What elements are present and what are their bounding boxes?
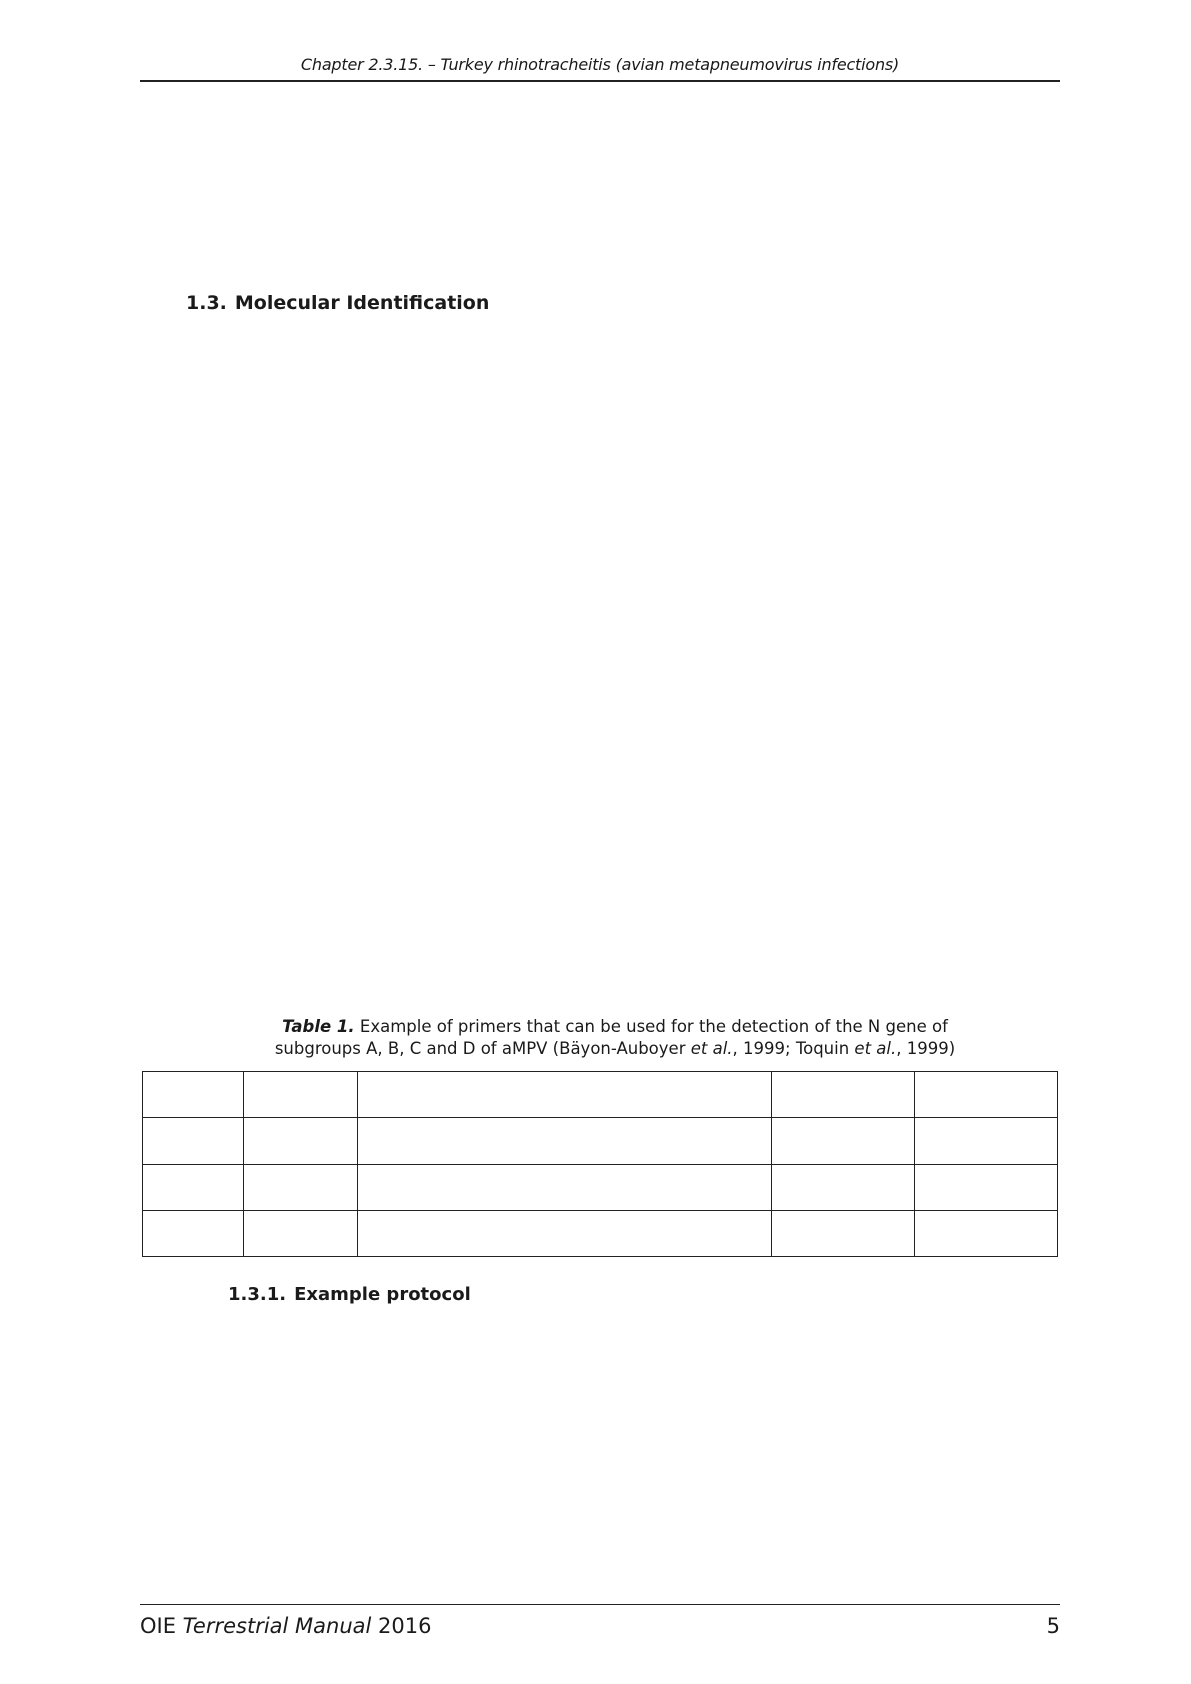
footer-publisher: OIE — [140, 1614, 183, 1638]
table-cell — [143, 1118, 244, 1164]
running-title-italic: avian metapneumovirus infections — [621, 55, 894, 74]
table-row — [143, 1210, 1058, 1256]
table-cell — [358, 1118, 772, 1164]
table-cell — [244, 1072, 358, 1118]
table-cell — [915, 1118, 1058, 1164]
subsection-title: Example protocol — [294, 1284, 471, 1305]
table-cell — [143, 1164, 244, 1210]
table-caption-label: Table 1. — [282, 1017, 355, 1036]
table-row — [143, 1072, 1058, 1118]
table-cell — [772, 1164, 915, 1210]
section-title: Molecular Identification — [234, 292, 490, 314]
footer-rule — [140, 1604, 1060, 1605]
table-cell — [358, 1072, 772, 1118]
table-cell — [143, 1210, 244, 1256]
running-title-suffix: ) — [893, 55, 900, 74]
subsection-heading — [228, 1284, 471, 1305]
table-cell — [244, 1210, 358, 1256]
table-caption-line2-a: subgroups A, B, C and D of aMPV (Bäyon-Auboyer — [274, 1039, 691, 1058]
footer-publication — [140, 1614, 431, 1638]
table-cell — [244, 1164, 358, 1210]
table-cell — [772, 1118, 915, 1164]
table-caption-line2-c: , 1999) — [896, 1039, 956, 1058]
section-heading — [186, 292, 489, 314]
table-row — [143, 1118, 1058, 1164]
table-caption-line2-b: , 1999; Toquin — [732, 1039, 855, 1058]
header-rule — [140, 80, 1060, 82]
table-caption-et-al-2: et al. — [854, 1039, 897, 1058]
table-cell — [915, 1072, 1058, 1118]
table-cell — [772, 1072, 915, 1118]
footer-year: 2016 — [371, 1614, 432, 1638]
table-row — [143, 1164, 1058, 1210]
table-cell — [244, 1118, 358, 1164]
subsection-number: 1.3.1. — [228, 1284, 287, 1305]
table-cell — [915, 1210, 1058, 1256]
table-cell — [772, 1210, 915, 1256]
table-caption-et-al-1: et al. — [690, 1039, 733, 1058]
running-header — [140, 55, 1060, 74]
table-cell — [358, 1164, 772, 1210]
table-cell — [915, 1164, 1058, 1210]
table-caption-line1: Example of primers that can be used for the detection of the N gene of — [354, 1017, 948, 1036]
table-caption — [220, 1016, 1010, 1060]
footer-manual-title: Terrestrial Manual — [182, 1614, 372, 1638]
table-cell — [143, 1072, 244, 1118]
table-cell — [358, 1210, 772, 1256]
section-number: 1.3. — [186, 292, 227, 314]
running-title-prefix: Chapter 2.3.15. – Turkey rhinotracheitis ( — [300, 55, 622, 74]
page-number: 5 — [1046, 1614, 1060, 1638]
primer-table — [142, 1071, 1058, 1257]
